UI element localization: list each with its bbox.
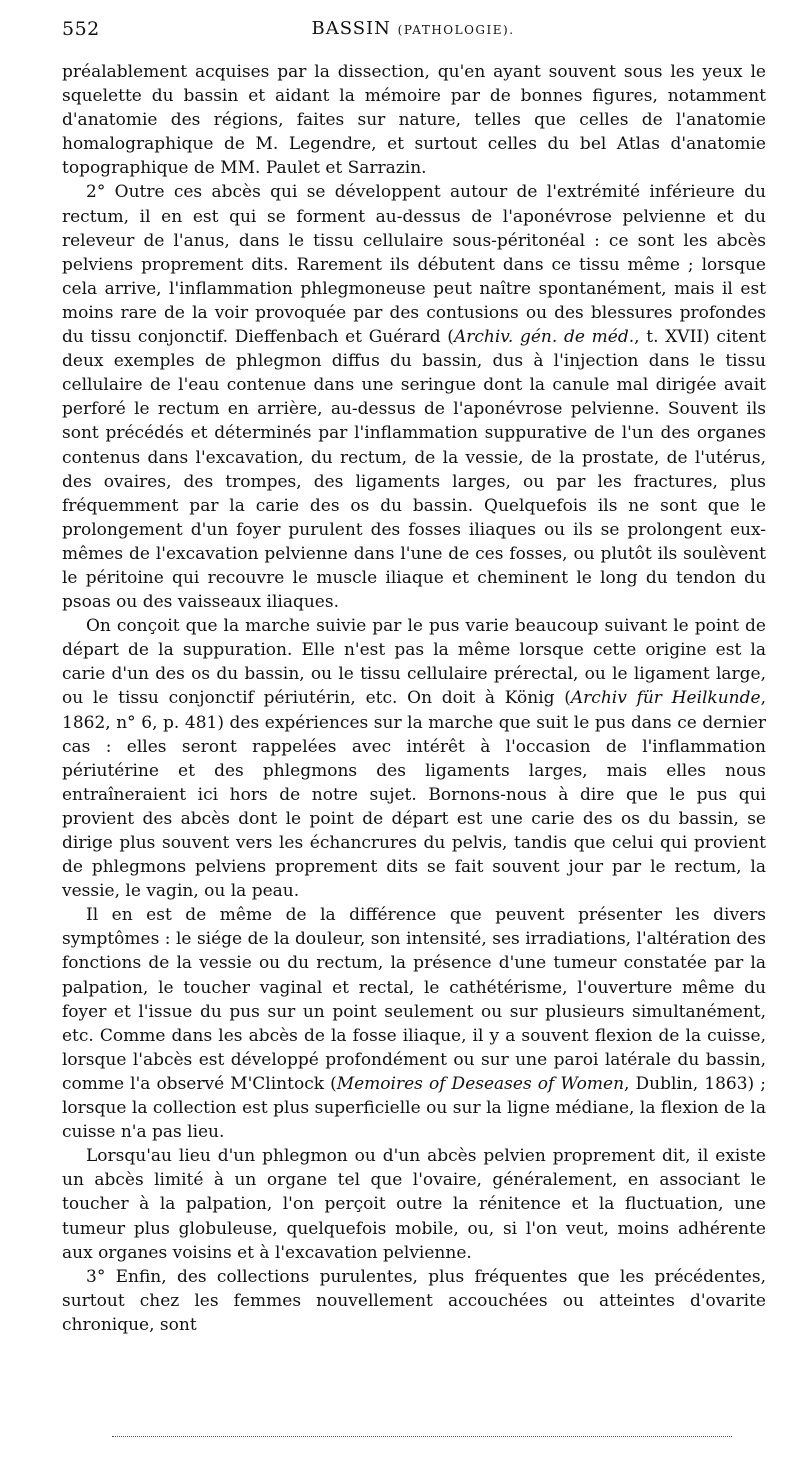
paragraph-2 bbox=[62, 180, 766, 614]
paragraph-6: 3° Enfin, des collections purulentes, plus fréquentes que les précédentes, surtout chez les femmes nouvellement accouchées ou atteintes d'ovarite chronique, sont bbox=[62, 1266, 766, 1335]
running-title bbox=[62, 18, 764, 39]
paragraph-3 bbox=[62, 614, 766, 903]
page-number: 552 bbox=[62, 18, 100, 40]
paragraph-4-text-a: Il en est de même de la différence que peuvent présenter les divers symptômes : le siége de la douleur, son intensité, ses irradiations, l'altération des fonctions de la vessie ou du rectum, la présence d'une tumeur constatée par la palpation, le toucher vaginal et rectal, le cathétérisme, l'ouverture même du foyer et l'issue du pus sur un point seulement ou sur plusieurs simultanément, etc. Comme dans les abcès de la fosse iliaque, il y a souvent flexion de la cuisse, lorsque l'abcès est développé profondément ou sur une paroi latérale du bassin, comme l'a observé M'Clintock ( bbox=[62, 905, 766, 1094]
citation-memoires-women: Memoires of Deseases of Women bbox=[336, 1073, 625, 1094]
body-text bbox=[62, 60, 766, 1337]
paragraph-2-text-b: , t. XVII) citent deux exemples de phlegmon diffus du bassin, dus à l'injection dans le tissu cellulaire de l'eau contenue dans une seringue dont la canule mal dirigée avait perforé le rectum en arrière, au-dessus de l'aponévrose pelvienne. Souvent ils sont précédés et déterminés par l'inflammation suppurative de l'un des organes contenus dans l'excavation, du rectum, de la vessie, de la prostate, de l'utérus, des ovaires, des trompes, des ligaments larges, ou par les fractures, plus fréquemment par la carie des os du bassin. Quelquefois ils ne sont que le prolongement d'un foyer purulent des fosses iliaques ou ils se prolongent eux-mêmes de l'excavation pelvienne dans l'une de ces fosses, ou plutôt ils soulèvent le péritoine qui recouvre le muscle iliaque et cheminent le long du tendon du psoas ou des vaisseaux iliaques. bbox=[62, 327, 766, 613]
paragraph-4-text-b: , Dublin, 1863) ; lorsque la collection est plus superficielle ou sur la ligne médiane, la flexion de la cuisse n'a pas lieu. bbox=[62, 1073, 766, 1143]
citation-archiv-heilkunde: Archiv für Heilkunde bbox=[570, 688, 761, 709]
paragraph-5: Lorsqu'au lieu d'un phlegmon ou d'un abcès pelvien proprement dit, il existe un abcès limité à un organe tel que l'ovaire, généralement, en associant le toucher à la palpation, l'on perçoit outre la rénitence et la fluctuation, une tumeur plus globuleuse, quelquefois mobile, ou, si l'on veut, moins adhérente aux organes voisins et à l'excavation pelvienne. bbox=[62, 1146, 766, 1263]
citation-archiv-gen-med: Archiv. gén. de méd. bbox=[453, 327, 635, 348]
paragraph-3-text-b: , 1862, n° 6, p. 481) des expériences sur la marche que suit le pus dans ce dernier cas : elles seront rappelées avec intérêt à l'occasion de l'inflammation périutérine et des phlegmons des ligaments larges, mais elles nous entraîneraient ici hors de notre sujet. Bornons-nous à dire que le pus qui provient des abcès dont le point de départ est une carie des os du bassin, se dirige plus souvent vers les échancrures du pelvis, tandis que celui qui provient de phlegmons pelviens proprement dits se fait souvent jour par le rectum, la vessie, le vagin, ou la peau. bbox=[62, 688, 766, 902]
paragraph-3-text-a: On conçoit que la marche suivie par le pus varie beaucoup suivant le point de départ de la suppuration. Elle n'est pas la même lorsque cette origine est la carie d'un des os du bassin, ou le tissu cellulaire prérectal, ou le ligament large, ou le tissu conjonctif périutérin, etc. On doit à König ( bbox=[62, 616, 766, 709]
page-header bbox=[62, 18, 764, 52]
paragraph-4 bbox=[62, 903, 766, 1144]
running-title-main: BASSIN bbox=[311, 18, 391, 39]
running-title-sub: (PATHOLOGIE). bbox=[397, 23, 515, 37]
paragraph-1: préalablement acquises par la dissection, qu'en ayant souvent sous les yeux le squelette du bassin et aidant la mémoire par de bonnes figures, notamment d'anatomie des régions, faites sur nature, telles que celles de l'anatomie homalographique de M. Legendre, et surtout celles du bel Atlas d'anatomie topographique de MM. Paulet et Sarrazin. bbox=[62, 62, 766, 179]
footer-rule bbox=[112, 1436, 732, 1437]
paragraph-2-text-a: 2° Outre ces abcès qui se développent autour de l'extrémité inférieure du rectum, il en est qui se forment au-dessus de l'aponévrose pelvienne et du releveur de l'anus, dans le tissu cellulaire sous-péritonéal : ce sont les abcès pelviens proprement dits. Rarement ils débutent dans ce tissu même ; lorsque cela arrive, l'inflammation phlegmoneuse peut naître spontanément, mais il est moins rare de la voir provoquée par des contusions ou des blessures profondes du tissu conjonctif. Dieffenbach et Guérard ( bbox=[62, 182, 766, 348]
